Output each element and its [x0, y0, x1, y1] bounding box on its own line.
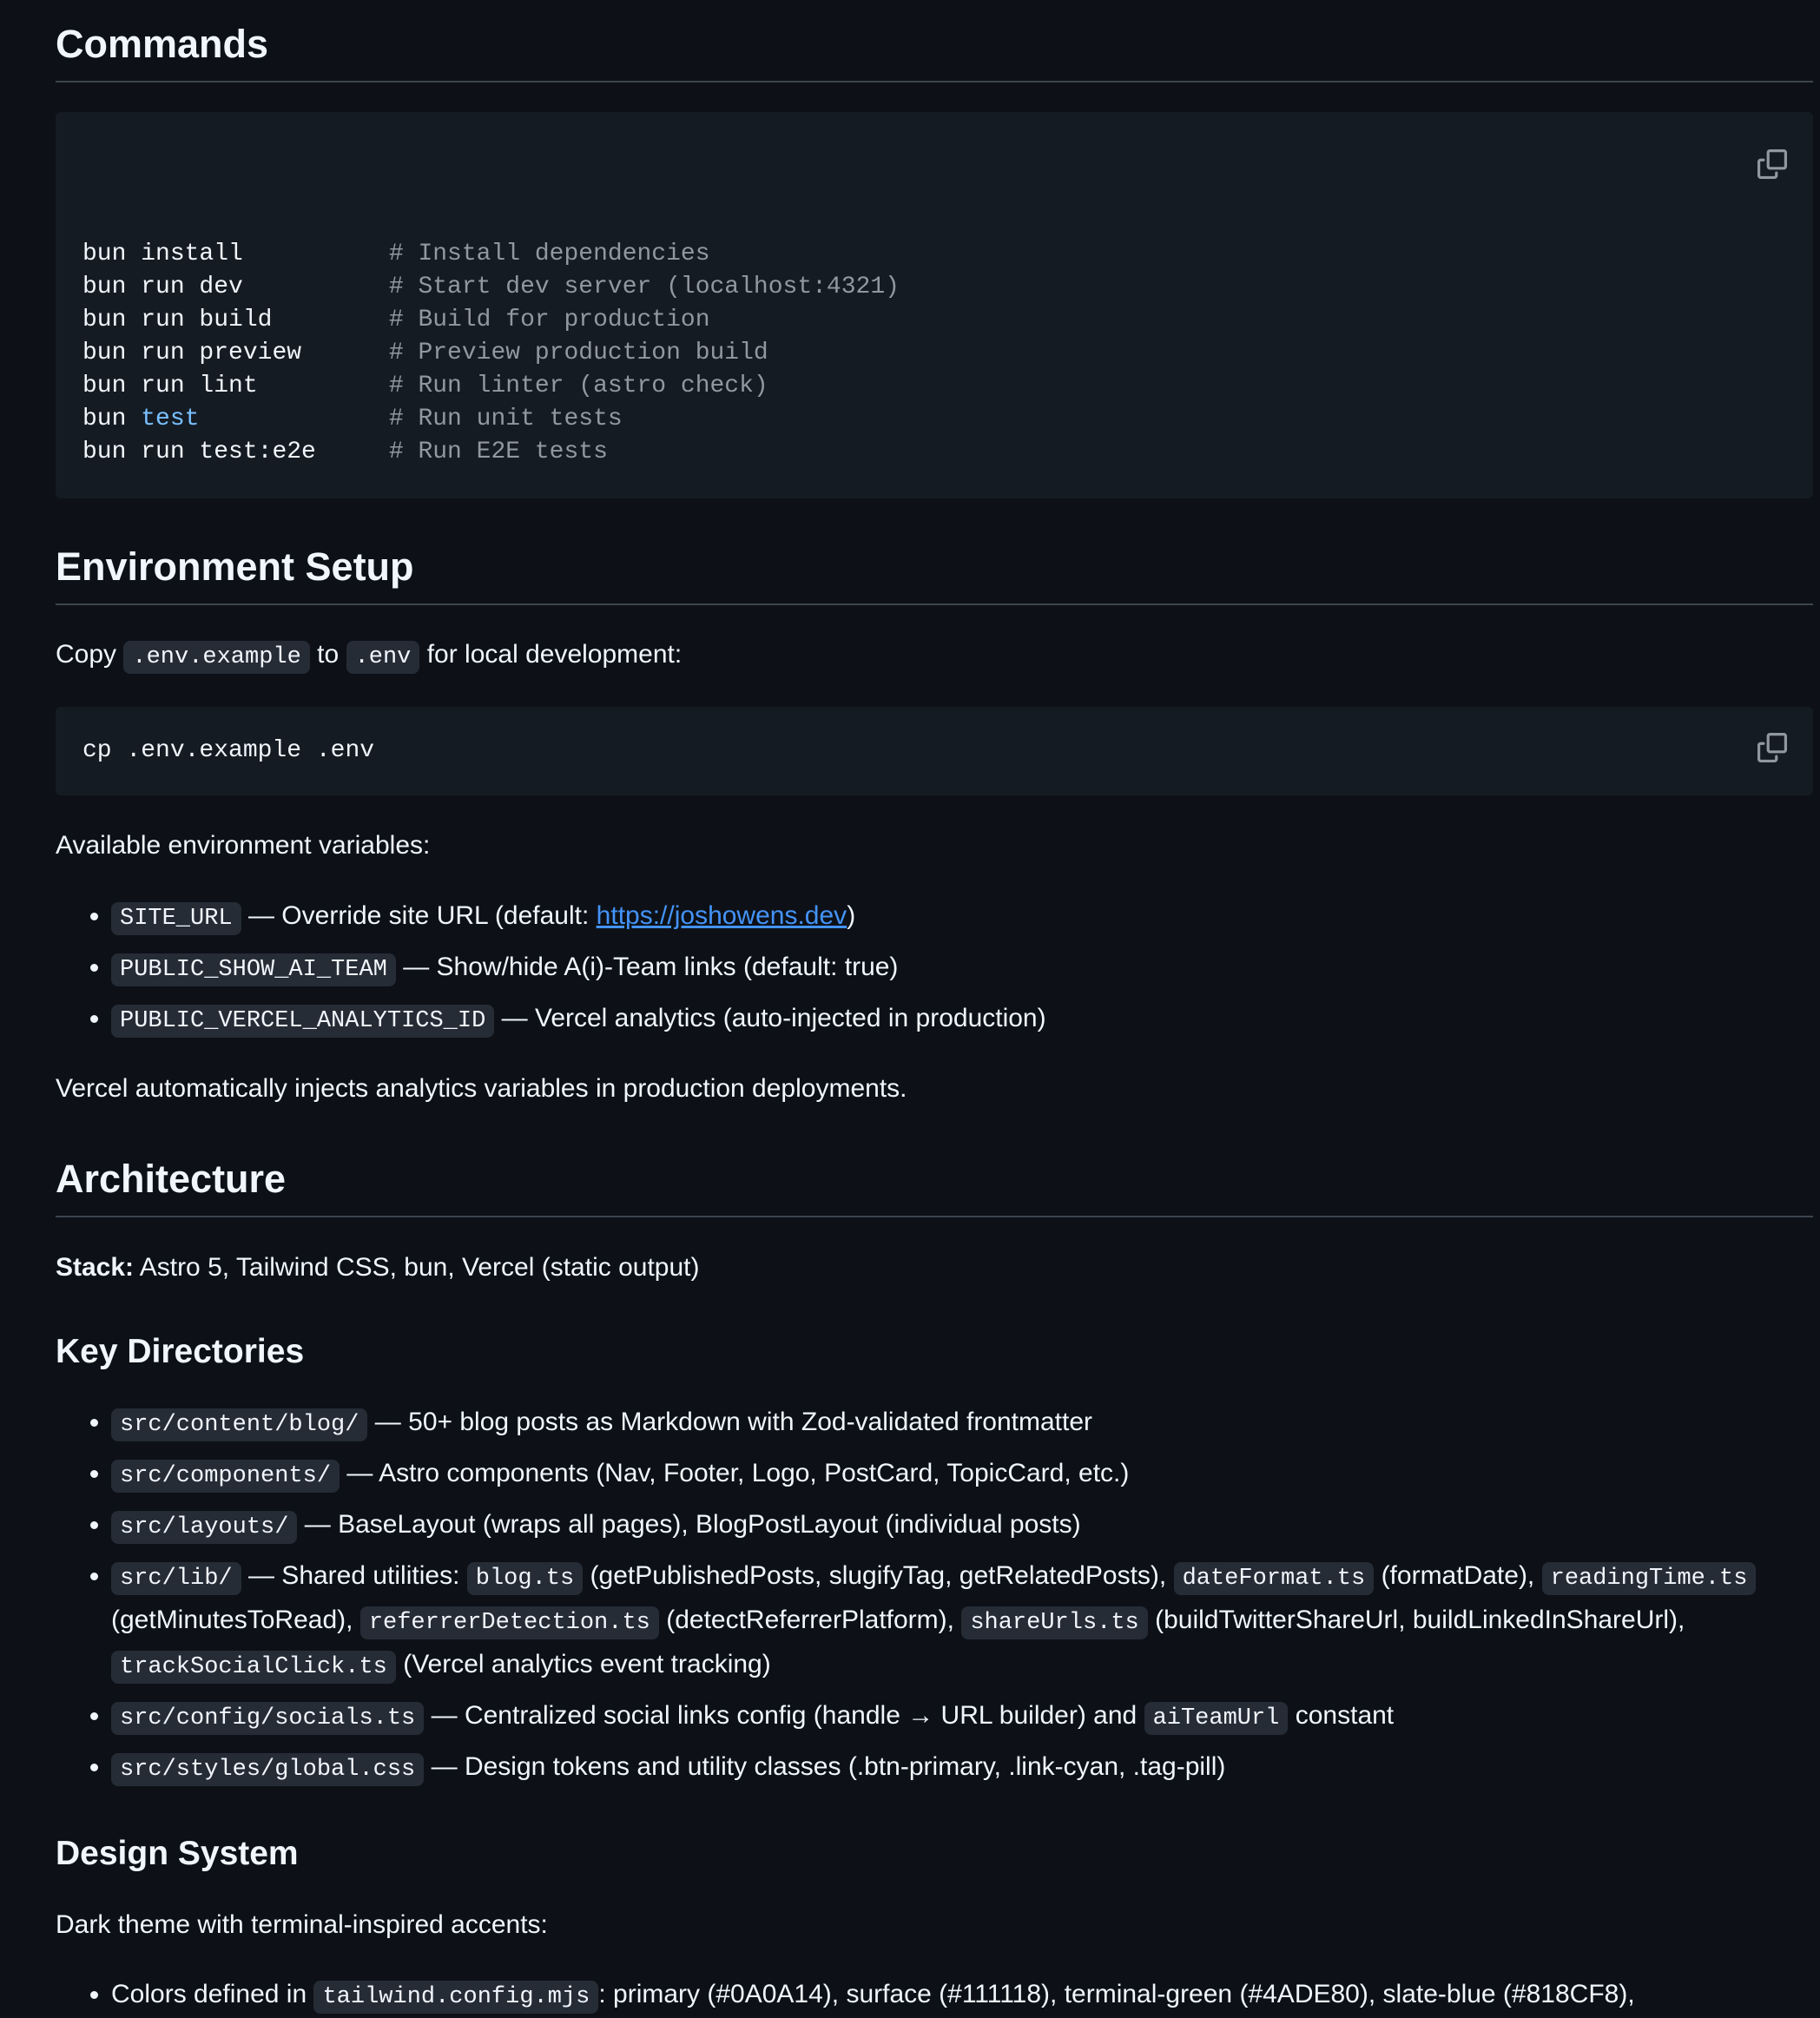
- list-item: [111, 998, 1813, 1042]
- command-prefix: bun: [82, 274, 127, 300]
- design-intro: Dark theme with terminal-inspired accents:: [56, 1910, 548, 1939]
- design-system-heading: Design System: [56, 1835, 299, 1872]
- comment: # Run unit tests: [388, 406, 623, 432]
- stack-label: Stack:: [56, 1253, 135, 1282]
- available-vars-text: Available environment variables:: [56, 831, 431, 860]
- inline-code: blog.ts: [467, 1562, 583, 1595]
- inline-code: SITE_URL: [111, 902, 241, 935]
- inline-code: dateFormat.ts: [1174, 1562, 1375, 1595]
- command-prefix: bun: [82, 439, 127, 465]
- command-args: run build: [126, 307, 273, 333]
- list-item: [111, 1504, 1813, 1548]
- env-vars-list: [56, 895, 1813, 1042]
- copy-instruction: [56, 634, 1813, 678]
- code-line: [82, 238, 1786, 271]
- text: — Design tokens and utility classes (.btn-primary, .link-cyan, .tag-pill): [431, 1752, 1226, 1781]
- command-args: run lint: [126, 373, 258, 399]
- directories-list: [56, 1401, 1813, 1790]
- copy-icon[interactable]: [1757, 733, 1787, 762]
- vercel-note: Vercel automatically injects analytics variables in production deployments.: [56, 1074, 907, 1103]
- inline-code: .env.example: [123, 641, 309, 674]
- site-url-link[interactable]: https://joshowens.dev: [596, 901, 847, 930]
- command: [82, 403, 389, 436]
- text: (detectReferrerPlatform),: [666, 1606, 954, 1634]
- command: [82, 304, 389, 337]
- comment: # Install dependencies: [388, 241, 710, 267]
- inline-code: src/layouts/: [111, 1511, 297, 1544]
- list-item: [111, 1453, 1813, 1497]
- inline-code: .env: [346, 641, 420, 674]
- architecture-heading: Architecture: [56, 1153, 1813, 1217]
- inline-code: src/styles/global.css: [111, 1753, 424, 1786]
- command: [82, 436, 389, 469]
- commands-code-block: [56, 112, 1813, 498]
- commands-heading: Commands: [56, 18, 1813, 82]
- environment-setup-heading: Environment Setup: [56, 541, 1813, 605]
- code-line: [82, 337, 1786, 370]
- command: [82, 337, 389, 370]
- inline-code: shareUrls.ts: [961, 1606, 1147, 1639]
- list-item: [111, 1695, 1813, 1739]
- code-line: cp .env.example .env: [82, 737, 375, 764]
- text: Colors defined in: [111, 1980, 307, 2008]
- command-args: run preview: [126, 340, 302, 366]
- command-prefix: bun: [82, 340, 127, 366]
- inline-code: src/components/: [111, 1460, 340, 1493]
- text: Astro 5, Tailwind CSS, bun, Vercel (static output): [134, 1253, 700, 1282]
- text: — Vercel analytics (auto-injected in production): [501, 1004, 1046, 1032]
- text: (formatDate),: [1381, 1561, 1535, 1590]
- inline-code: trackSocialClick.ts: [111, 1651, 396, 1684]
- comment: # Run E2E tests: [388, 439, 608, 465]
- command-prefix: bun: [82, 241, 127, 267]
- command-args: run dev: [126, 274, 243, 300]
- text: : primary (#0A0A14), surface (#111118), terminal-green (#4ADE80), slate-blue (#818CF8),: [598, 1980, 1635, 2008]
- code-line: [82, 436, 1786, 469]
- inline-code: src/config/socials.ts: [111, 1702, 424, 1735]
- text: constant: [1295, 1701, 1395, 1730]
- list-item: [111, 1746, 1813, 1790]
- inline-code: readingTime.ts: [1542, 1562, 1757, 1595]
- text: Copy: [56, 640, 117, 669]
- text: — Centralized social links config (handle → URL builder) and: [431, 1701, 1138, 1730]
- text: — Override site URL (default:: [247, 901, 597, 930]
- comment: # Preview production build: [388, 340, 768, 366]
- text: (Vercel analytics event tracking): [403, 1650, 771, 1678]
- design-list: [56, 1974, 1813, 2018]
- text: — 50+ blog posts as Markdown with Zod-validated frontmatter: [374, 1408, 1093, 1436]
- list-item: [111, 1555, 1813, 1688]
- comment: # Run linter (astro check): [388, 373, 768, 399]
- text: — Shared utilities:: [247, 1561, 460, 1590]
- text: for local development:: [426, 640, 682, 669]
- command-prefix: bun: [82, 373, 127, 399]
- text: to: [317, 640, 340, 669]
- inline-code: aiTeamUrl: [1144, 1702, 1289, 1735]
- text: — Show/hide A(i)-Team links (default: true): [403, 953, 899, 981]
- inline-code: referrerDetection.ts: [360, 1606, 659, 1639]
- text: — BaseLayout (wraps all pages), BlogPostLayout (individual posts): [304, 1510, 1081, 1539]
- text: ): [847, 901, 856, 930]
- inline-code: PUBLIC_SHOW_AI_TEAM: [111, 953, 396, 986]
- text: (getMinutesToRead),: [111, 1606, 353, 1634]
- list-item: [111, 1974, 1813, 2018]
- list-item: [111, 946, 1813, 991]
- code-line: [82, 403, 1786, 436]
- text: (getPublishedPosts, slugifyTag, getRelatedPosts),: [590, 1561, 1167, 1590]
- command-args: run test:e2e: [126, 439, 316, 465]
- command-args: install: [126, 241, 243, 267]
- inline-code: src/content/blog/: [111, 1408, 367, 1441]
- list-item: [111, 895, 1813, 940]
- stack-text: [56, 1247, 1813, 1289]
- inline-code: tailwind.config.mjs: [313, 1981, 598, 2014]
- command: [82, 238, 389, 271]
- key-directories-heading: Key Directories: [56, 1333, 305, 1370]
- cp-code-block: [56, 707, 1813, 795]
- command: [82, 271, 389, 304]
- comment: # Build for production: [388, 307, 710, 333]
- command: [82, 370, 389, 403]
- command-prefix: bun: [82, 406, 142, 432]
- command-args: test: [141, 406, 200, 432]
- comment: # Start dev server (localhost:4321): [388, 274, 900, 300]
- inline-code: src/lib/: [111, 1562, 241, 1595]
- code-line: [82, 304, 1786, 337]
- code-line: [82, 271, 1786, 304]
- inline-code: PUBLIC_VERCEL_ANALYTICS_ID: [111, 1005, 494, 1038]
- copy-icon[interactable]: [1757, 149, 1787, 179]
- text: — Astro components (Nav, Footer, Logo, PostCard, TopicCard, etc.): [346, 1459, 1130, 1487]
- command-prefix: bun: [82, 307, 127, 333]
- list-item: [111, 1401, 1813, 1446]
- text: (buildTwitterShareUrl, buildLinkedInShareUrl),: [1155, 1606, 1685, 1634]
- code-line: [82, 370, 1786, 403]
